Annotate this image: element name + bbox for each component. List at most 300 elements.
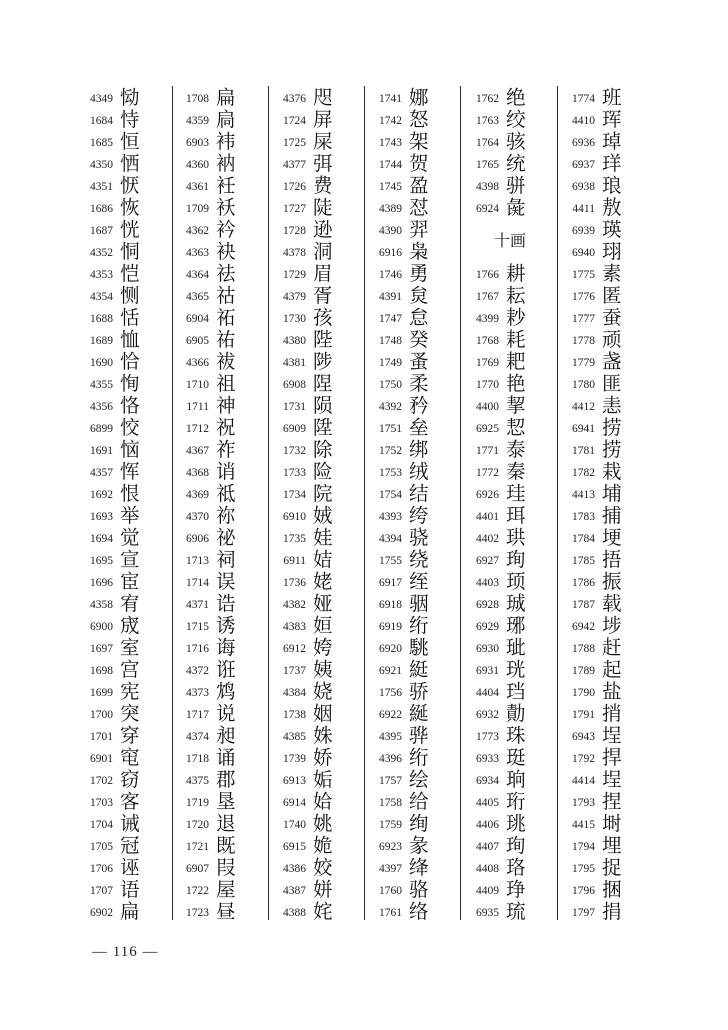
- index-entry: [273, 813, 363, 835]
- entry-character: 绗: [409, 746, 429, 769]
- entry-number: 4379: [283, 291, 306, 303]
- entry-number: 1755: [379, 555, 402, 567]
- entry-number: 1715: [186, 621, 209, 633]
- entry-character: 珧: [506, 812, 526, 835]
- entry-number: 6902: [90, 907, 113, 919]
- index-entry: [369, 263, 459, 285]
- entry-character: 诬: [120, 856, 140, 879]
- entry-character: 珙: [506, 526, 526, 549]
- entry-number: 4365: [186, 291, 209, 303]
- entry-number: 1752: [379, 445, 402, 457]
- entry-character: 鸩: [216, 680, 236, 703]
- index-entry: [562, 857, 652, 879]
- index-entry: [369, 307, 459, 329]
- entry-number: 1787: [572, 599, 595, 611]
- entry-character: 埘: [602, 812, 622, 835]
- entry-character: 宪: [120, 680, 140, 703]
- entry-number: 1754: [379, 489, 402, 501]
- entry-character: 院: [313, 482, 333, 505]
- index-entry: [80, 87, 170, 109]
- entry-number: 1707: [90, 885, 113, 897]
- entry-character: 室: [120, 636, 140, 659]
- entry-number: 1777: [572, 313, 595, 325]
- entry-number: 4366: [186, 357, 209, 369]
- entry-character: 恨: [120, 482, 140, 505]
- index-entry: [80, 879, 170, 901]
- entry-number: 1716: [186, 643, 209, 655]
- index-entry: [176, 593, 266, 615]
- entry-character: 袆: [216, 130, 236, 153]
- entry-number: 4390: [379, 225, 402, 237]
- index-entry: [273, 241, 363, 263]
- index-entry: [273, 461, 363, 483]
- index-entry: [562, 87, 652, 109]
- entry-character: 恃: [120, 108, 140, 131]
- entry-number: 1784: [572, 533, 595, 545]
- index-entry: [562, 593, 652, 615]
- index-entry: [562, 285, 652, 307]
- index-entry: [369, 659, 459, 681]
- index-entry: [369, 725, 459, 747]
- entry-character: 姨: [313, 658, 333, 681]
- entry-character: 既: [216, 834, 236, 857]
- index-entry: [466, 461, 556, 483]
- entry-number: 4395: [379, 731, 402, 743]
- entry-character: 诮: [216, 460, 236, 483]
- entry-character: 姘: [313, 878, 333, 901]
- entry-number: 1758: [379, 797, 402, 809]
- entry-number: 1730: [283, 313, 306, 325]
- index-entry: [176, 131, 266, 153]
- entry-character: 姤: [313, 768, 333, 791]
- index-entry: [369, 175, 459, 197]
- entry-number: 6907: [186, 863, 209, 875]
- entry-number: 4370: [186, 511, 209, 523]
- index-entry: [176, 835, 266, 857]
- entry-character: 埋: [602, 834, 622, 857]
- entry-number: 1732: [283, 445, 306, 457]
- entry-character: 捎: [602, 702, 622, 725]
- index-entry: [273, 395, 363, 417]
- entry-character: 宫: [120, 658, 140, 681]
- entry-character: 彖: [409, 834, 429, 857]
- entry-character: 捂: [602, 548, 622, 571]
- entry-number: 4374: [186, 731, 209, 743]
- entry-number: 1741: [379, 93, 402, 105]
- entry-number: 4406: [476, 819, 499, 831]
- entry-character: 耖: [506, 306, 526, 329]
- index-entry: [176, 439, 266, 461]
- entry-character: 窀: [120, 746, 140, 769]
- index-entry: [176, 329, 266, 351]
- index-entry: [562, 725, 652, 747]
- entry-character: 琤: [506, 878, 526, 901]
- entry-number: 4375: [186, 775, 209, 787]
- index-entry: [273, 637, 363, 659]
- entry-number: 1699: [90, 687, 113, 699]
- entry-number: 6930: [476, 643, 499, 655]
- entry-number: 4389: [379, 203, 402, 215]
- entry-character: 珣: [506, 548, 526, 571]
- entry-character: 綎: [409, 658, 429, 681]
- entry-number: 1760: [379, 885, 402, 897]
- entry-character: 娃: [313, 526, 333, 549]
- index-entry: [466, 527, 556, 549]
- entry-number: 4378: [283, 247, 306, 259]
- index-entry: [80, 483, 170, 505]
- entry-character: 娅: [313, 592, 333, 615]
- index-entry: [80, 461, 170, 483]
- index-entry: [369, 351, 459, 373]
- entry-number: 4352: [90, 247, 113, 259]
- entry-character: 绑: [409, 438, 429, 461]
- entry-character: 洞: [313, 240, 333, 263]
- entry-character: 埂: [602, 526, 622, 549]
- index-entry: [176, 351, 266, 373]
- entry-number: 1774: [572, 93, 595, 105]
- index-entry: [273, 109, 363, 131]
- entry-number: 1782: [572, 467, 595, 479]
- entry-character: 祏: [216, 306, 236, 329]
- entry-character: 贺: [409, 152, 429, 175]
- index-entry: [273, 593, 363, 615]
- index-entry: [273, 439, 363, 461]
- index-entry: [466, 285, 556, 307]
- index-entry: [80, 901, 170, 923]
- index-entry: [466, 637, 556, 659]
- entry-number: 4382: [283, 599, 306, 611]
- index-entry: [80, 725, 170, 747]
- entry-number: 1742: [379, 115, 402, 127]
- entry-number: 1693: [90, 511, 113, 523]
- entry-number: 4400: [476, 401, 499, 413]
- entry-number: 4371: [186, 599, 209, 611]
- entry-character: 恒: [120, 130, 140, 153]
- index-entry: [369, 901, 459, 923]
- index-entry: [369, 109, 459, 131]
- index-entry: [80, 791, 170, 813]
- entry-character: 姽: [313, 834, 333, 857]
- index-entry: [562, 307, 652, 329]
- entry-number: 1739: [283, 753, 306, 765]
- entry-character: 宬: [120, 614, 140, 637]
- entry-number: 1686: [90, 203, 113, 215]
- index-entry: [273, 307, 363, 329]
- entry-character: 客: [120, 790, 140, 813]
- entry-character: 给: [409, 790, 429, 813]
- entry-character: 珖: [506, 658, 526, 681]
- index-entry: [466, 593, 556, 615]
- entry-number: 4355: [90, 379, 113, 391]
- entry-number: 4377: [283, 159, 306, 171]
- entry-number: 1796: [572, 885, 595, 897]
- entry-number: 6919: [379, 621, 402, 633]
- entry-character: 骇: [506, 130, 526, 153]
- entry-character: 眉: [313, 262, 333, 285]
- index-entry: [466, 659, 556, 681]
- entry-number: 6935: [476, 907, 499, 919]
- entry-number: 1783: [572, 511, 595, 523]
- entry-number: 1729: [283, 269, 306, 281]
- index-entry: [466, 373, 556, 395]
- entry-number: 1735: [283, 533, 306, 545]
- entry-character: 垒: [409, 416, 429, 439]
- index-entry: [80, 219, 170, 241]
- index-entry: [562, 791, 652, 813]
- index-entry: [466, 153, 556, 175]
- index-entry: [562, 219, 652, 241]
- entry-number: 6932: [476, 709, 499, 721]
- index-entry: [273, 483, 363, 505]
- index-entry: [466, 175, 556, 197]
- index-entry: [273, 175, 363, 197]
- entry-character: 误: [216, 570, 236, 593]
- index-entry: [369, 681, 459, 703]
- entry-number: 6900: [90, 621, 113, 633]
- index-entry: [80, 813, 170, 835]
- entry-character: 宣: [120, 548, 140, 571]
- index-entry: [80, 703, 170, 725]
- entry-number: 4393: [379, 511, 402, 523]
- entry-character: 绕: [409, 548, 429, 571]
- entry-number: 1691: [90, 445, 113, 457]
- index-entry: [80, 417, 170, 439]
- index-entry: [369, 219, 459, 241]
- index-entry: [466, 417, 556, 439]
- entry-character: 秦: [506, 460, 526, 483]
- entry-character: 绘: [409, 768, 429, 791]
- index-entry: [562, 901, 652, 923]
- entry-number: 4405: [476, 797, 499, 809]
- entry-character: 蚕: [602, 306, 622, 329]
- entry-number: 6937: [572, 159, 595, 171]
- index-entry: [176, 263, 266, 285]
- entry-number: 4409: [476, 885, 499, 897]
- entry-character: 绚: [409, 812, 429, 835]
- entry-number: 6942: [572, 621, 595, 633]
- index-entry: [273, 769, 363, 791]
- entry-character: 姝: [313, 724, 333, 747]
- entry-character: 诰: [216, 592, 236, 615]
- entry-number: 6916: [379, 247, 402, 259]
- entry-character: 陧: [313, 372, 333, 395]
- index-entry: [80, 197, 170, 219]
- index-entry: [176, 747, 266, 769]
- entry-number: 1789: [572, 665, 595, 677]
- entry-character: 祐: [216, 328, 236, 351]
- index-entry: [562, 571, 652, 593]
- index-entry: [562, 241, 652, 263]
- entry-character: 珝: [602, 240, 622, 263]
- entry-character: 珜: [602, 152, 622, 175]
- entry-number: 4386: [283, 863, 306, 875]
- entry-character: 退: [216, 812, 236, 835]
- index-entry: [369, 615, 459, 637]
- index-entry: [369, 549, 459, 571]
- entry-character: 彘: [506, 196, 526, 219]
- entry-character: 袂: [216, 240, 236, 263]
- entry-number: 1724: [283, 115, 306, 127]
- entry-character: 娆: [313, 680, 333, 703]
- index-entry: [176, 615, 266, 637]
- page-number: — 116 —: [92, 944, 159, 960]
- entry-character: 举: [120, 504, 140, 527]
- index-entry: [176, 175, 266, 197]
- entry-character: 络: [409, 900, 429, 923]
- entry-number: 1721: [186, 841, 209, 853]
- entry-number: 6933: [476, 753, 499, 765]
- index-entry: [176, 857, 266, 879]
- index-entry: [562, 263, 652, 285]
- entry-character: 骅: [409, 724, 429, 747]
- entry-character: 盏: [602, 350, 622, 373]
- index-entry: [562, 549, 652, 571]
- entry-number: 1700: [90, 709, 113, 721]
- entry-character: 勇: [409, 262, 429, 285]
- entry-character: 陛: [313, 328, 333, 351]
- entry-character: 盈: [409, 174, 429, 197]
- index-entry: [80, 637, 170, 659]
- entry-character: 顼: [506, 570, 526, 593]
- entry-number: 4367: [186, 445, 209, 457]
- entry-character: 祛: [216, 262, 236, 285]
- entry-character: 郡: [216, 768, 236, 791]
- index-entry: [466, 505, 556, 527]
- entry-character: 恫: [120, 240, 140, 263]
- entry-character: 珪: [506, 482, 526, 505]
- index-entry: [466, 769, 556, 791]
- entry-number: 4412: [572, 401, 595, 413]
- index-entry: [273, 87, 363, 109]
- index-entry: [562, 747, 652, 769]
- index-entry: [562, 813, 652, 835]
- entry-number: 4401: [476, 511, 499, 523]
- entry-number: 1786: [572, 577, 595, 589]
- entry-number: 4373: [186, 687, 209, 699]
- entry-number: 6943: [572, 731, 595, 743]
- entry-number: 4415: [572, 819, 595, 831]
- entry-character: 扃: [216, 108, 236, 131]
- entry-character: 骃: [409, 592, 429, 615]
- entry-number: 1764: [476, 137, 499, 149]
- entry-character: 琅: [602, 174, 622, 197]
- entry-number: 4359: [186, 115, 209, 127]
- entry-character: 恸: [120, 86, 140, 109]
- entry-number: 6926: [476, 489, 499, 501]
- index-entry: [176, 637, 266, 659]
- entry-character: 孩: [313, 306, 333, 329]
- index-entry: [466, 615, 556, 637]
- entry-character: 羿: [409, 218, 429, 241]
- entry-number: 1711: [186, 401, 209, 413]
- entry-character: 振: [602, 570, 622, 593]
- index-entry: [80, 571, 170, 593]
- entry-number: 1698: [90, 665, 113, 677]
- entry-character: 娀: [313, 504, 333, 527]
- index-entry: [80, 593, 170, 615]
- index-entry: [273, 725, 363, 747]
- entry-character: 叚: [216, 856, 236, 879]
- entry-number: 4413: [572, 489, 595, 501]
- entry-number: 6923: [379, 841, 402, 853]
- entry-number: 1778: [572, 335, 595, 347]
- entry-character: 恢: [120, 196, 140, 219]
- index-entry: [369, 505, 459, 527]
- index-entry: [176, 725, 266, 747]
- entry-character: 姚: [313, 812, 333, 835]
- entry-character: 冠: [120, 834, 140, 857]
- entry-character: 说: [216, 702, 236, 725]
- entry-number: 1709: [186, 203, 209, 215]
- entry-number: 1744: [379, 159, 402, 171]
- index-entry: [80, 109, 170, 131]
- index-entry: [562, 681, 652, 703]
- entry-number: 1765: [476, 159, 499, 171]
- entry-character: 恔: [120, 416, 140, 439]
- entry-number: 6934: [476, 775, 499, 787]
- entry-number: 4350: [90, 159, 113, 171]
- entry-character: 恰: [120, 350, 140, 373]
- index-entry: [466, 747, 556, 769]
- entry-number: 6939: [572, 225, 595, 237]
- entry-character: 癸: [409, 328, 429, 351]
- index-entry: [273, 417, 363, 439]
- index-entry: [466, 549, 556, 571]
- entry-number: 1712: [186, 423, 209, 435]
- entry-character: 耘: [506, 284, 526, 307]
- entry-character: 姹: [313, 900, 333, 923]
- entry-number: 1688: [90, 313, 113, 325]
- index-entry: [562, 659, 652, 681]
- index-entry: [176, 241, 266, 263]
- entry-character: 祖: [216, 372, 236, 395]
- entry-number: 6924: [476, 203, 499, 215]
- index-entry: [273, 505, 363, 527]
- entry-character: 架: [409, 130, 429, 153]
- entry-character: 恹: [120, 174, 140, 197]
- entry-number: 6915: [283, 841, 306, 853]
- entry-number: 1685: [90, 137, 113, 149]
- entry-number: 6921: [379, 665, 402, 677]
- index-entry: [562, 417, 652, 439]
- entry-number: 1703: [90, 797, 113, 809]
- index-entry: [176, 769, 266, 791]
- entry-number: 1733: [283, 467, 306, 479]
- entry-number: 4376: [283, 93, 306, 105]
- index-entry: [562, 373, 652, 395]
- index-entry: [176, 307, 266, 329]
- entry-character: 胥: [313, 284, 333, 307]
- index-entry: [466, 725, 556, 747]
- entry-character: 弭: [313, 152, 333, 175]
- entry-number: 4353: [90, 269, 113, 281]
- index-entry: [80, 857, 170, 879]
- index-entry: [80, 835, 170, 857]
- entry-character: 恬: [120, 306, 140, 329]
- entry-number: 1766: [476, 269, 499, 281]
- entry-number: 4369: [186, 489, 209, 501]
- entry-number: 1746: [379, 269, 402, 281]
- index-entry: [466, 703, 556, 725]
- index-entry: [80, 769, 170, 791]
- entry-number: 6938: [572, 181, 595, 193]
- index-entry: [562, 329, 652, 351]
- entry-number: 6927: [476, 555, 499, 567]
- entry-number: 6908: [283, 379, 306, 391]
- entry-number: 4391: [379, 291, 402, 303]
- index-entry: [369, 703, 459, 725]
- entry-character: 埔: [602, 482, 622, 505]
